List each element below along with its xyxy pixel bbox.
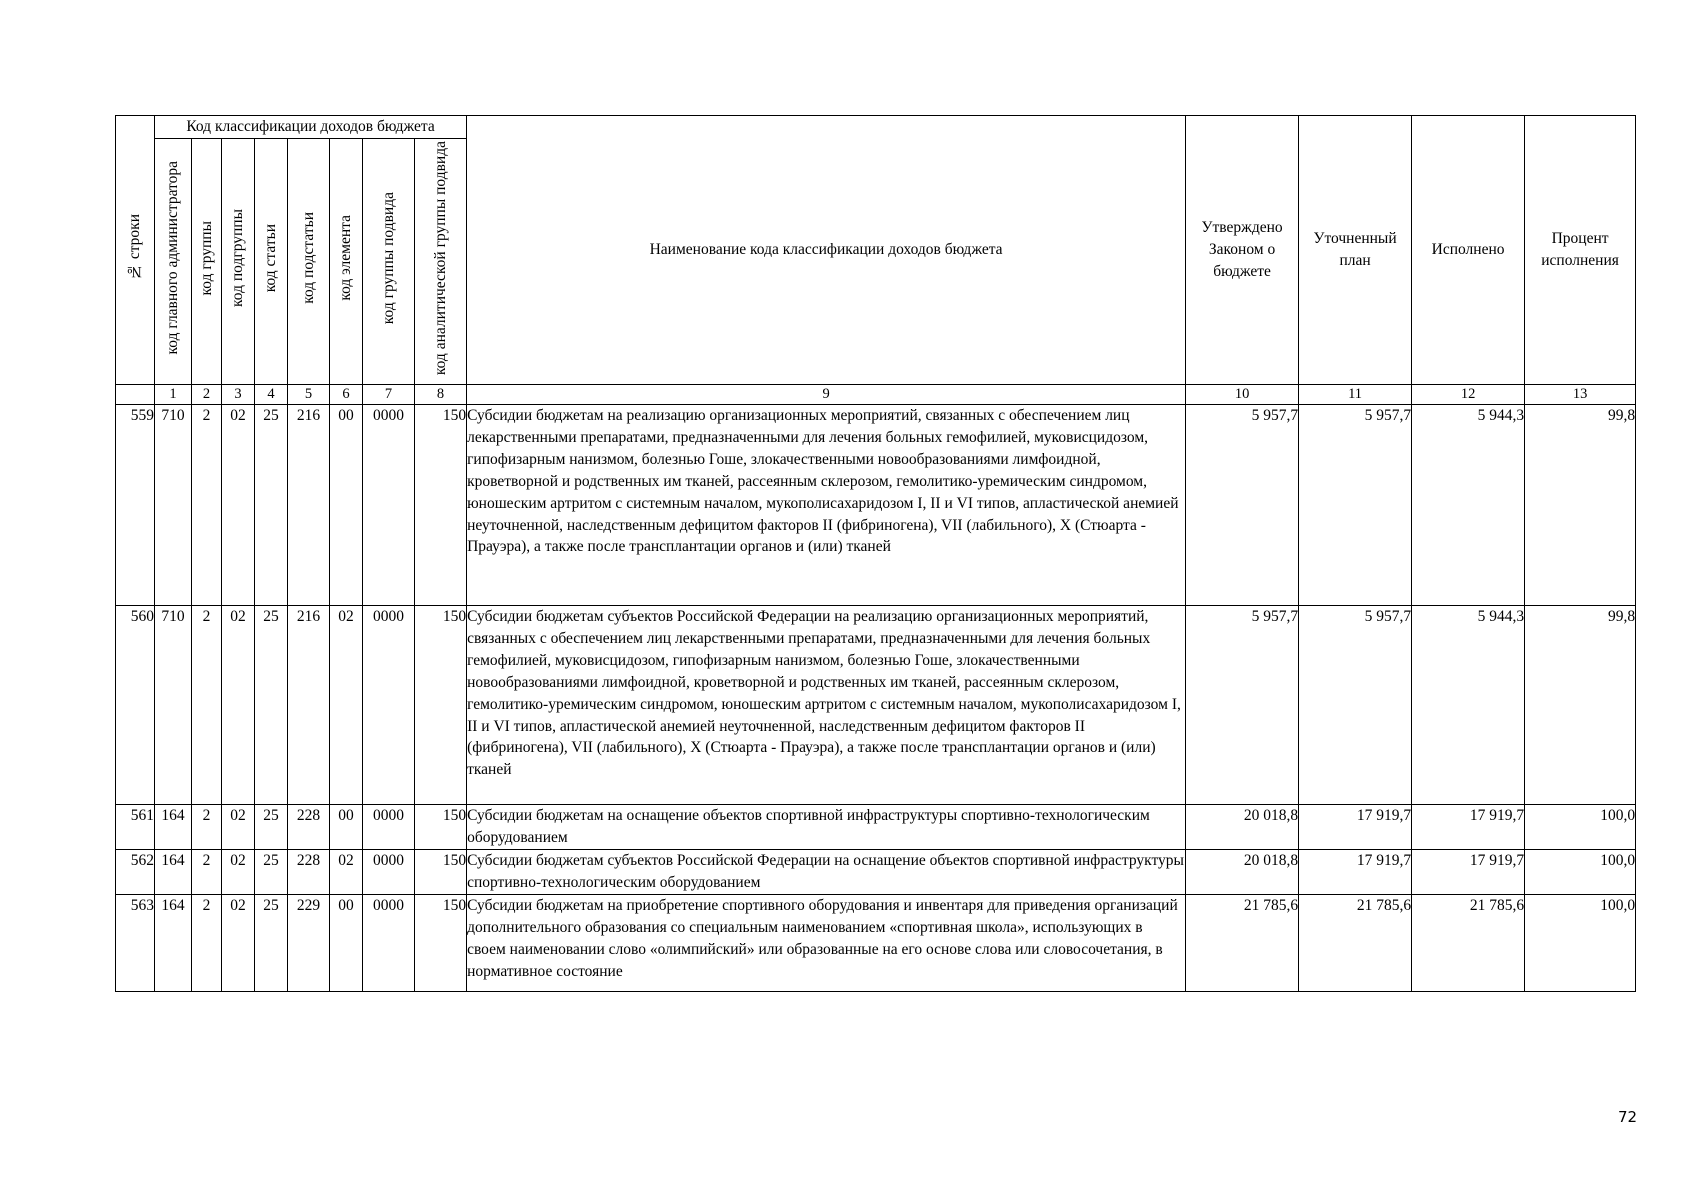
approved-value: 21 785,6 [1186, 895, 1299, 992]
header-code-name: Наименование кода классификации доходов бюджета [467, 116, 1186, 385]
code-name: Субсидии бюджетам на приобретение спортивного оборудования и инвентаря для приведения организаций дополнительного образования со специальным наименованием «спортивная школа», использующих в своем наименовании слово «олимпийский» или образованные на его основе слова или словосочетания, в нормативное состояние [467, 895, 1186, 992]
group-code: 2 [192, 805, 222, 850]
header-element-code: код элемента [330, 139, 363, 385]
plan-value: 5 957,7 [1299, 405, 1412, 606]
page-number: 72 [1618, 1108, 1638, 1126]
subtype-group-code: 0000 [363, 805, 415, 850]
percent-value: 99,8 [1525, 405, 1636, 606]
approved-value: 20 018,8 [1186, 850, 1299, 895]
column-number: 3 [222, 385, 255, 405]
header-classification-code-group: Код классификации доходов бюджета [155, 116, 467, 139]
analytic-group-code: 150 [415, 805, 467, 850]
header-admin-code: код главного администратора [155, 139, 192, 385]
subarticle-code: 228 [288, 850, 330, 895]
column-number: 13 [1525, 385, 1636, 405]
column-number: 2 [192, 385, 222, 405]
table-row [116, 895, 1636, 992]
admin-code: 710 [155, 606, 192, 805]
percent-value: 99,8 [1525, 606, 1636, 805]
code-name: Субсидии бюджетам субъектов Российской Федерации на реализацию организационных мероприятий, связанных с обеспечением лиц лекарственными препаратами, предназначенными для лечения больных гемофилией, муковисцидозом, гипофизарным нанизмом, болезнью Гоше, злокачественными новообразованиями лимфоидной, кроветворной и родственных им тканей, рассеянным склерозом, гемолитико-уремическим синдромом, юношеским артритом с системным началом, мукополисахаридозом I, II и VI типов, апластической анемией неуточненной, наследственным дефицитом факторов II (фибриногена), VII (лабильного), X (Стюарта - Прауэра), а также после трансплантации органов и (или) тканей [467, 606, 1186, 805]
subgroup-code: 02 [222, 895, 255, 992]
subarticle-code: 216 [288, 405, 330, 606]
table-row [116, 805, 1636, 850]
column-number: 11 [1299, 385, 1412, 405]
executed-value: 17 919,7 [1412, 805, 1525, 850]
approved-value: 20 018,8 [1186, 805, 1299, 850]
subgroup-code: 02 [222, 805, 255, 850]
row-number: 559 [116, 405, 155, 606]
admin-code: 710 [155, 405, 192, 606]
plan-value: 17 919,7 [1299, 850, 1412, 895]
article-code: 25 [255, 850, 288, 895]
percent-value: 100,0 [1525, 805, 1636, 850]
subtype-group-code: 0000 [363, 895, 415, 992]
subgroup-code: 02 [222, 850, 255, 895]
plan-value: 21 785,6 [1299, 895, 1412, 992]
column-numbers-row [116, 385, 1636, 405]
approved-value: 5 957,7 [1186, 606, 1299, 805]
column-number: 4 [255, 385, 288, 405]
admin-code: 164 [155, 805, 192, 850]
subgroup-code: 02 [222, 405, 255, 606]
subarticle-code: 229 [288, 895, 330, 992]
code-name: Субсидии бюджетам на реализацию организационных мероприятий, связанных с обеспечением лиц лекарственными препаратами, предназначенными для лечения больных гемофилией, муковисцидозом, гипофизарным нанизмом, болезнью Гоше, злокачественными новообразованиями лимфоидной, кроветворной и родственных им тканей, рассеянным склерозом, гемолитико-уремическим синдромом, юношеским артритом с системным началом, мукополисахаридозом I, II и VI типов, апластической анемией неуточненной, наследственным дефицитом факторов II (фибриногена), VII (лабильного), X (Стюарта - Прауэра), а также после трансплантации органов и (или) тканей [467, 405, 1186, 606]
element-code: 02 [330, 606, 363, 805]
code-name: Субсидии бюджетам субъектов Российской Федерации на оснащение объектов спортивной инфраструктуры спортивно-технологическим оборудованием [467, 850, 1186, 895]
table-row [116, 850, 1636, 895]
subtype-group-code: 0000 [363, 850, 415, 895]
column-number: 12 [1412, 385, 1525, 405]
header-subgroup-code: код подгруппы [222, 139, 255, 385]
analytic-group-code: 150 [415, 405, 467, 606]
header-article-code: код статьи [255, 139, 288, 385]
column-number: 7 [363, 385, 415, 405]
element-code: 00 [330, 805, 363, 850]
element-code: 00 [330, 405, 363, 606]
header-analytic-group-code: код аналитической группы подвида [415, 139, 467, 385]
column-number: 8 [415, 385, 467, 405]
row-number: 562 [116, 850, 155, 895]
approved-value: 5 957,7 [1186, 405, 1299, 606]
header-group-code: код группы [192, 139, 222, 385]
subarticle-code: 216 [288, 606, 330, 805]
subarticle-code: 228 [288, 805, 330, 850]
header-row-top [116, 116, 1636, 139]
article-code: 25 [255, 895, 288, 992]
percent-value: 100,0 [1525, 850, 1636, 895]
row-number: 560 [116, 606, 155, 805]
column-number: 9 [467, 385, 1186, 405]
row-number: 561 [116, 805, 155, 850]
executed-value: 21 785,6 [1412, 895, 1525, 992]
group-code: 2 [192, 405, 222, 606]
table-row [116, 405, 1636, 606]
executed-value: 5 944,3 [1412, 606, 1525, 805]
table-row [116, 606, 1636, 805]
code-name: Субсидии бюджетам на оснащение объектов спортивной инфраструктуры спортивно-технологическим оборудованием [467, 805, 1186, 850]
executed-value: 17 919,7 [1412, 850, 1525, 895]
article-code: 25 [255, 405, 288, 606]
row-number: 563 [116, 895, 155, 992]
group-code: 2 [192, 606, 222, 805]
executed-value: 5 944,3 [1412, 405, 1525, 606]
header-approved: Утверждено Законом о бюджете [1186, 116, 1299, 385]
group-code: 2 [192, 895, 222, 992]
budget-revenue-table [115, 115, 1636, 992]
header-executed: Исполнено [1412, 116, 1525, 385]
admin-code: 164 [155, 850, 192, 895]
percent-value: 100,0 [1525, 895, 1636, 992]
subtype-group-code: 0000 [363, 405, 415, 606]
header-subtype-group-code: код группы подвида [363, 139, 415, 385]
header-execution-percent: Процент исполнения [1525, 116, 1636, 385]
element-code: 00 [330, 895, 363, 992]
element-code: 02 [330, 850, 363, 895]
subtype-group-code: 0000 [363, 606, 415, 805]
group-code: 2 [192, 850, 222, 895]
article-code: 25 [255, 805, 288, 850]
analytic-group-code: 150 [415, 895, 467, 992]
header-refined-plan: Уточненный план [1299, 116, 1412, 385]
header-subarticle-code: код подстатьи [288, 139, 330, 385]
article-code: 25 [255, 606, 288, 805]
admin-code: 164 [155, 895, 192, 992]
plan-value: 5 957,7 [1299, 606, 1412, 805]
column-number: 6 [330, 385, 363, 405]
column-number [116, 385, 155, 405]
header-row-number: № строки [116, 116, 155, 385]
plan-value: 17 919,7 [1299, 805, 1412, 850]
subgroup-code: 02 [222, 606, 255, 805]
column-number: 10 [1186, 385, 1299, 405]
analytic-group-code: 150 [415, 850, 467, 895]
column-number: 5 [288, 385, 330, 405]
analytic-group-code: 150 [415, 606, 467, 805]
column-number: 1 [155, 385, 192, 405]
